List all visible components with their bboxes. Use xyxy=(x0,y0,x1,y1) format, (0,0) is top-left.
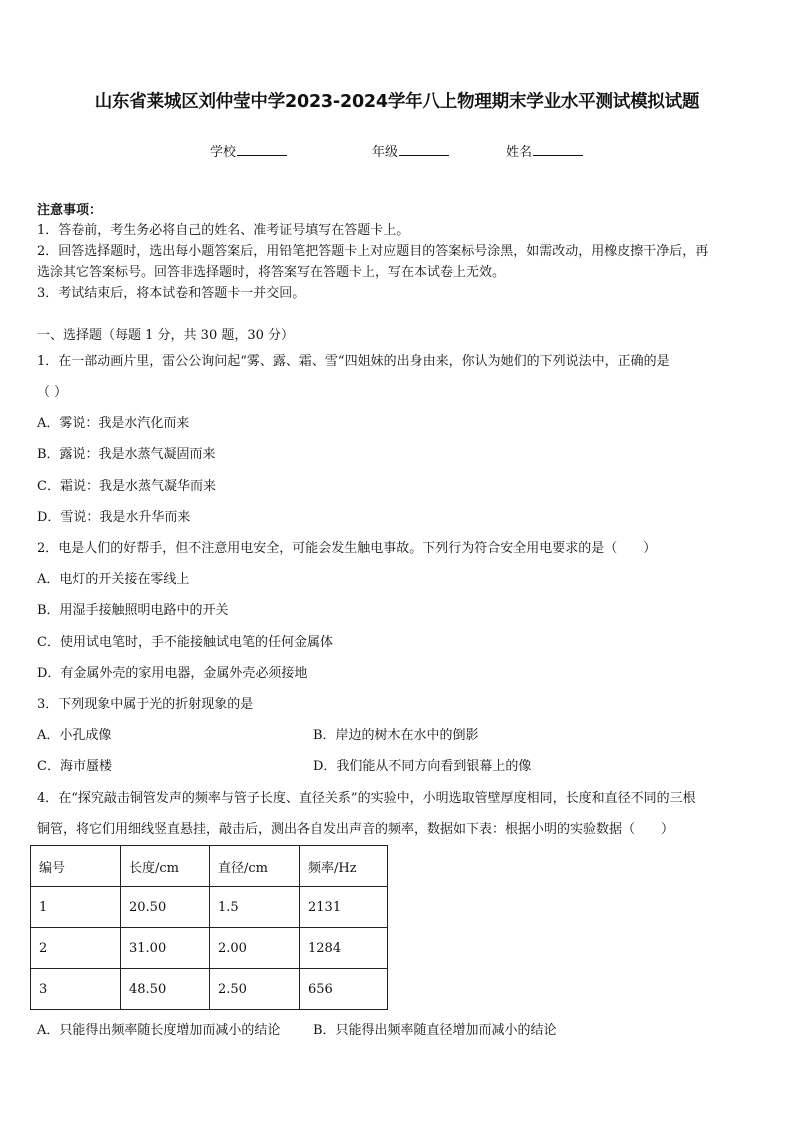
school-field xyxy=(210,141,287,160)
table-cell: 2131 xyxy=(300,887,388,928)
q1-option-c: C．霜说：我是水蒸气凝华而来 xyxy=(37,479,216,494)
q1-stem-line-2: （ ） xyxy=(37,385,68,400)
q1-option-b: B．露说：我是水蒸气凝固而来 xyxy=(37,447,216,462)
table-header-row xyxy=(31,846,388,887)
q4-stem-line-1: 4．在“探究敲击铜管发声的频率与管子长度、直径关系”的实验中，小明选取管壁厚度相同，长度和直径不同的三根 xyxy=(37,791,696,806)
table-cell: 1.5 xyxy=(210,887,300,928)
q3-option-d: D．我们能从不同方向看到银幕上的像 xyxy=(313,759,532,774)
q4-data-table xyxy=(30,845,388,1010)
table-cell: 31.00 xyxy=(121,928,210,969)
table-row xyxy=(31,969,388,1010)
table-cell: 3 xyxy=(31,969,121,1010)
section-heading: 一、选择题（每题 1 分，共 30 题，30 分） xyxy=(37,328,295,343)
name-field xyxy=(506,141,583,160)
table-cell: 1284 xyxy=(300,928,388,969)
q4-option-b: B．只能得出频率随直径增加而减小的结论 xyxy=(313,1023,557,1038)
notice-item-3: 3．考试结束后，将本试卷和答题卡一并交回。 xyxy=(37,286,306,301)
table-row xyxy=(31,887,388,928)
q2-option-d: D．有金属外壳的家用电器，金属外壳必须接地 xyxy=(37,666,308,681)
q1-option-a: A．雾说：我是水汽化而来 xyxy=(37,416,190,431)
grade-label: 年级 xyxy=(372,145,399,160)
q4-stem-line-2: 铜管，将它们用细线竖直悬挂，敲击后，测出各自发出声音的频率，数据如下表：根据小明的实验数据（ ） xyxy=(37,822,675,837)
notice-heading: 注意事项： xyxy=(37,203,103,218)
q1-stem-line-1: 1．在一部动画片里，雷公公询问起“雾、露、霜、雪“四姐妹的出身由来，你认为她们的下列说法中，正确的是 xyxy=(37,354,670,369)
q4-option-a: A．只能得出频率随长度增加而减小的结论 xyxy=(37,1023,281,1038)
table-cell: 2 xyxy=(31,928,121,969)
notice-item-2-line-2: 选涂其它答案标号。回答非选择题时，将答案写在答题卡上，写在本试卷上无效。 xyxy=(37,265,506,280)
q2-stem: 2．电是人们的好帮手，但不注意用电安全，可能会发生触电事故。下列行为符合安全用电要求的是（ ） xyxy=(37,541,657,556)
table-cell: 1 xyxy=(31,887,121,928)
table-cell: 20.50 xyxy=(121,887,210,928)
q2-option-a: A．电灯的开关接在零线上 xyxy=(37,572,190,587)
table-cell: 48.50 xyxy=(121,969,210,1010)
table-cell: 2.50 xyxy=(210,969,300,1010)
q3-option-a: A．小孔成像 xyxy=(37,728,112,743)
table-header-cell: 频率/Hz xyxy=(300,846,388,887)
grade-field xyxy=(372,141,449,160)
table-header-cell: 长度/cm xyxy=(121,846,210,887)
name-blank xyxy=(533,143,583,156)
name-label: 姓名 xyxy=(506,145,533,160)
q1-option-d: D．雪说：我是水升华而来 xyxy=(37,510,191,525)
notice-item-1: 1．答卷前，考生务必将自己的姓名、准考证号填写在答题卡上。 xyxy=(37,223,410,238)
q2-option-c: C．使用试电笔时，手不能接触试电笔的任何金属体 xyxy=(37,635,333,650)
school-blank xyxy=(237,143,287,156)
notice-item-2-line-1: 2．回答选择题时，选出每小题答案后，用铅笔把答题卡上对应题目的答案标号涂黑，如需改动，用橡皮擦干净后，再 xyxy=(37,244,709,259)
grade-blank xyxy=(399,143,449,156)
table-row xyxy=(31,928,388,969)
page-title: 山东省莱城区刘仲莹中学2023-2024学年八上物理期末学业水平测试模拟试题 xyxy=(94,92,700,112)
table-cell: 2.00 xyxy=(210,928,300,969)
q3-stem: 3．下列现象中属于光的折射现象的是 xyxy=(37,697,254,712)
school-label: 学校 xyxy=(210,145,237,160)
q2-option-b: B．用湿手接触照明电路中的开关 xyxy=(37,603,229,618)
table-header-cell: 编号 xyxy=(31,846,121,887)
table-header-cell: 直径/cm xyxy=(210,846,300,887)
table-cell: 656 xyxy=(300,969,388,1010)
q3-option-c: C．海市蜃楼 xyxy=(37,759,112,774)
q3-option-b: B．岸边的树木在水中的倒影 xyxy=(313,728,479,743)
